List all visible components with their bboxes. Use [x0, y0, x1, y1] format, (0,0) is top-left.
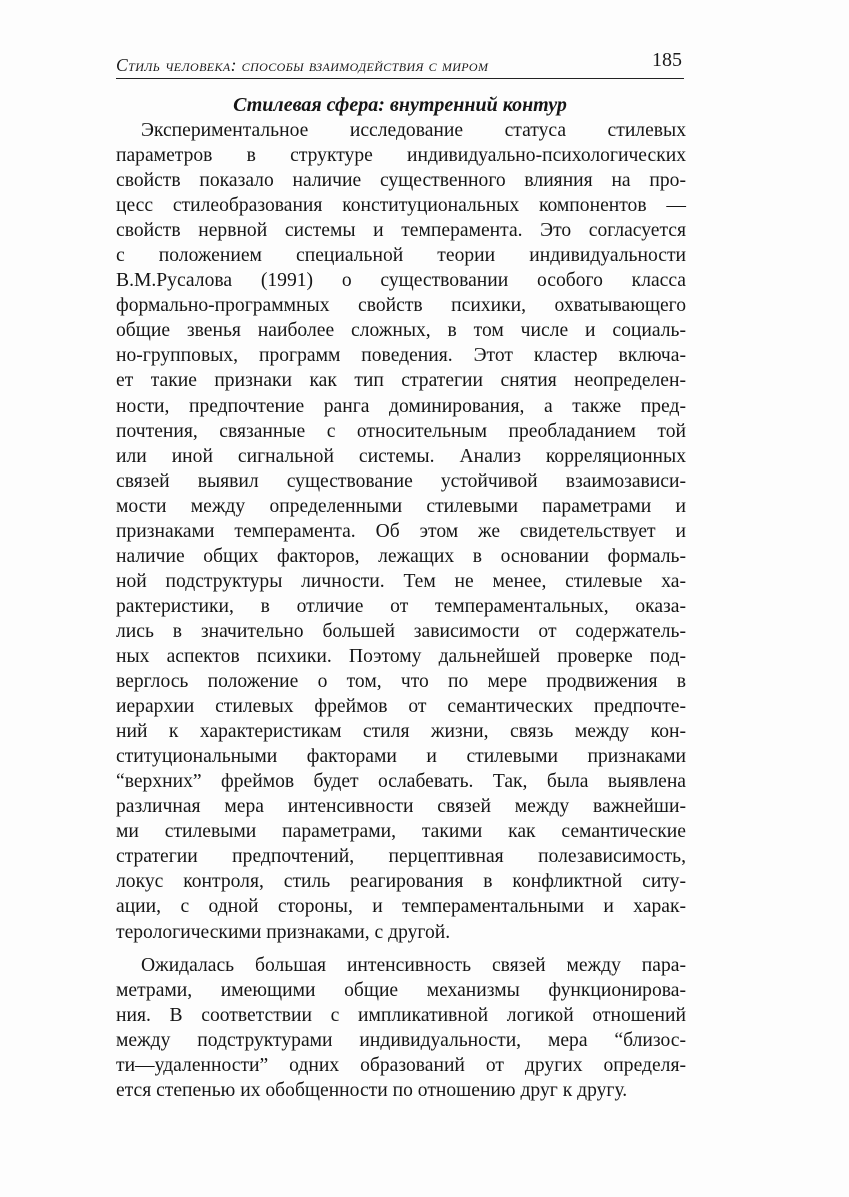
- text-line: локус контроля, стиль реагирования в конфликтной ситу-: [116, 871, 686, 893]
- text-line: общие звенья наиболее сложных, в том числе и социаль-: [116, 320, 686, 342]
- text-line: метрами, имеющими общие механизмы функционирова-: [116, 979, 686, 1001]
- text-line: стратегии предпочтений, перцептивная полезависимость,: [116, 846, 686, 868]
- text-line: формально-программных свойств психики, охватывающего: [116, 295, 686, 317]
- paragraph: [116, 953, 686, 1103]
- paragraph-gap: [116, 945, 686, 953]
- text-line: или иной сигнальной системы. Анализ корреляционных: [116, 445, 686, 467]
- text-line: различная мера интенсивности связей между важнейши-: [116, 796, 686, 818]
- text-line: ности, предпочтение ранга доминирования, а также пред-: [116, 395, 686, 417]
- text-line: лись в значительно большей зависимости от содержатель-: [116, 620, 686, 642]
- text-line: Ожидалась большая интенсивность связей между пара-: [141, 954, 686, 976]
- text-line: почтения, связанные с относительным преобладанием той: [116, 420, 686, 442]
- text-line: ется степенью их обобщенности по отношению друг к другу.: [116, 1079, 628, 1101]
- text-line: связей выявил существование устойчивой взаимозависи-: [116, 470, 686, 492]
- section-title: Стилевая сфера: внутренний контур: [233, 94, 567, 116]
- text-line: ния. В соответствии с импликативной логикой отношений: [116, 1004, 686, 1026]
- page-number: 185: [652, 49, 682, 71]
- paragraph: [116, 118, 686, 945]
- running-head: Стиль человека: способы взаимодействия с миром: [116, 55, 489, 75]
- text-line: ной подструктуры личности. Тем не менее, стилевые ха-: [116, 570, 686, 592]
- text-line: между подструктурами индивидуальности, мера “близос-: [116, 1029, 686, 1051]
- body-text: [116, 118, 686, 1103]
- text-line: признаками темперамента. Об этом же свидетельствует и: [116, 520, 686, 542]
- text-line: ных аспектов психики. Поэтому дальнейшей проверке под-: [116, 645, 686, 667]
- text-line: свойств показало наличие существенного влияния на про-: [116, 170, 686, 192]
- text-line: иерархии стилевых фреймов от семантических предпочте-: [116, 696, 686, 718]
- text-line: ний к характеристикам стиля жизни, связь между кон-: [116, 721, 686, 743]
- text-line: ституциональными факторами и стилевыми признаками: [116, 746, 686, 768]
- text-line: “верхних” фреймов будет ослабевать. Так, была выявлена: [116, 771, 686, 793]
- text-line: ет такие признаки как тип стратегии снятия неопределен-: [116, 370, 686, 392]
- text-line: наличие общих факторов, лежащих в основании формаль-: [116, 545, 686, 567]
- text-line: но-групповых, программ поведения. Этот кластер включа-: [116, 345, 686, 367]
- text-line: цесс стилеобразования конституциональных компонентов —: [116, 195, 686, 217]
- text-line: параметров в структуре индивидуально-психологических: [116, 145, 686, 167]
- text-line: ти—удаленности” одних образований от других определя-: [116, 1054, 686, 1076]
- text-line: рактеристики, в отличие от темпераментальных, оказа-: [116, 595, 686, 617]
- text-line: В.М.Русалова (1991) о существовании особого класса: [116, 270, 686, 292]
- text-line: верглось положение о том, что по мере продвижения в: [116, 671, 686, 693]
- text-line: мости между определенными стилевыми параметрами и: [116, 495, 686, 517]
- text-line: свойств нервной системы и темперамента. Это согласуется: [116, 220, 686, 242]
- text-line: с положением специальной теории индивидуальности: [116, 245, 686, 267]
- text-line: терологическими признаками, с другой.: [116, 921, 451, 943]
- page-header: [116, 42, 684, 79]
- text-line: ми стилевыми параметрами, такими как семантические: [116, 821, 686, 843]
- text-line: ации, с одной стороны, и темпераментальными и харак-: [116, 896, 686, 918]
- text-line: Экспериментальное исследование статуса стилевых: [141, 120, 686, 141]
